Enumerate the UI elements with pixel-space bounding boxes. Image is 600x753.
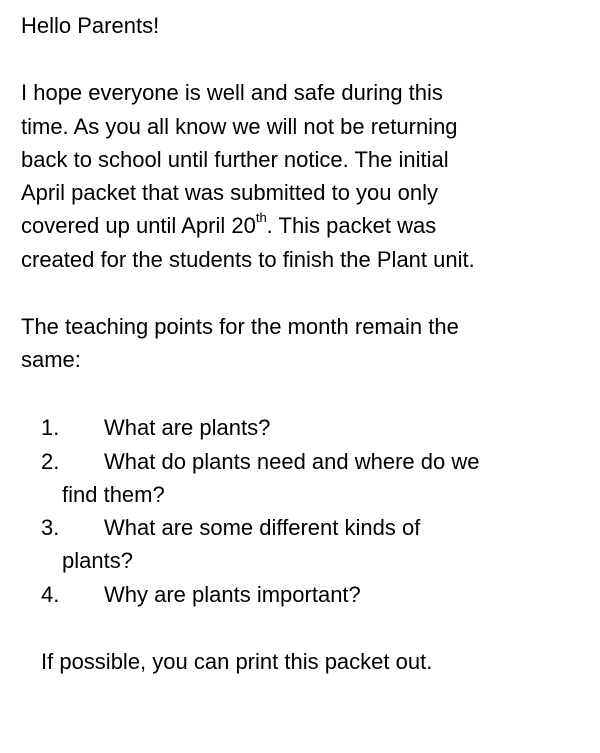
list-item-2-number: 2. — [41, 449, 60, 474]
greeting: Hello Parents! — [21, 13, 160, 38]
list-item-1-number: 1. — [41, 415, 60, 440]
paragraph-1-line-6: created for the students to finish the Plant unit. — [21, 247, 475, 272]
list-item-2-text: What do plants need and where do we — [104, 449, 480, 474]
closing-line: If possible, you can print this packet out. — [41, 649, 433, 674]
paragraph-1-line-1: I hope everyone is well and safe during this — [21, 80, 443, 105]
paragraph-2-line-1: The teaching points for the month remain the — [21, 314, 459, 339]
list-item-3-continuation: plants? — [62, 548, 133, 573]
list-item-4-number: 4. — [41, 582, 60, 607]
paragraph-1-line-5-after: . This packet was — [266, 213, 437, 238]
list-item-2-continuation: find them? — [62, 482, 165, 507]
paragraph-2-line-2: same: — [21, 347, 81, 372]
list-item-1-text: What are plants? — [104, 415, 271, 440]
ordinal-suffix: th — [255, 209, 267, 225]
list-item-3-text: What are some different kinds of — [104, 515, 421, 540]
paragraph-1-line-4: April packet that was submitted to you only — [21, 180, 438, 205]
paragraph-1-line-5-before: covered up until April 20 — [21, 213, 256, 238]
paragraph-1-line-3: back to school until further notice. The initial — [21, 147, 449, 172]
paragraph-1-line-5 — [21, 209, 437, 240]
paragraph-1-line-2: time. As you all know we will not be returning — [21, 114, 458, 139]
list-item-4-text: Why are plants important? — [104, 582, 361, 607]
list-item-3-number: 3. — [41, 515, 60, 540]
